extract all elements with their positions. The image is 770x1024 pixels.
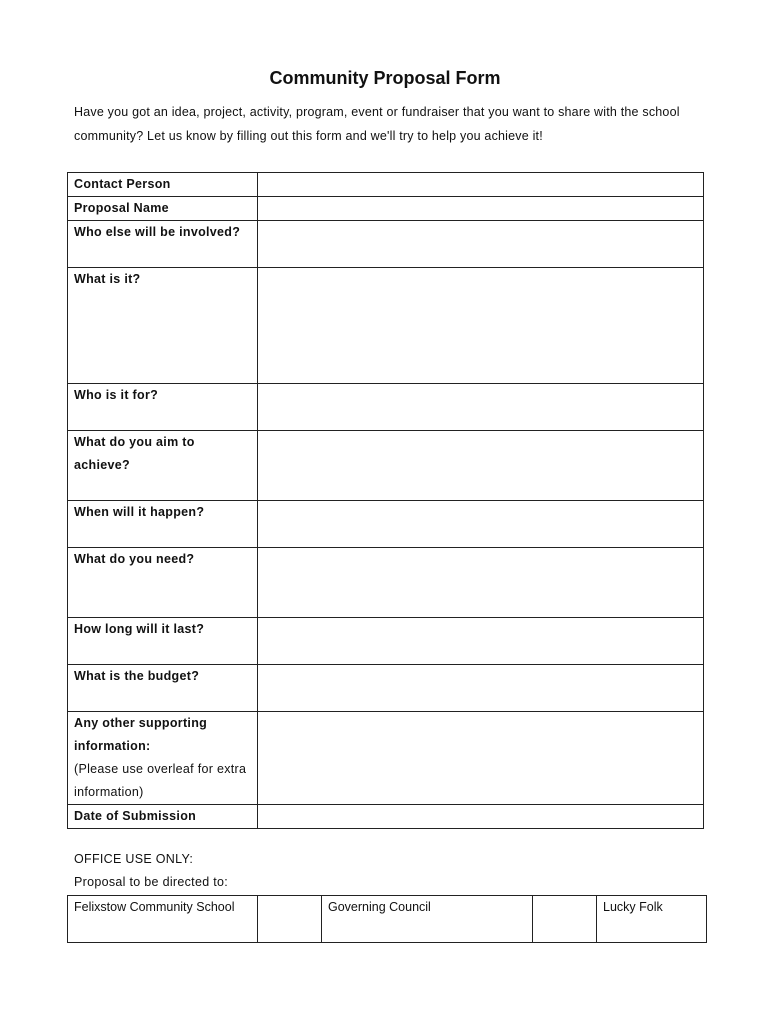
label-what-is-it: What is it? — [68, 268, 258, 384]
supporting-field[interactable] — [258, 712, 704, 805]
proposal-table — [67, 172, 704, 829]
label-proposal-name: Proposal Name — [68, 197, 258, 221]
option-lucky-folk: Lucky Folk — [597, 896, 707, 943]
proposal-name-field[interactable] — [258, 197, 704, 221]
label-who-for: Who is it for? — [68, 384, 258, 431]
date-field[interactable] — [258, 805, 704, 829]
checkbox-felixstow[interactable] — [258, 896, 322, 943]
directed-label: Proposal to be directed to: — [74, 875, 229, 889]
when-field[interactable] — [258, 501, 704, 548]
label-date: Date of Submission — [68, 805, 258, 829]
label-supporting — [68, 712, 258, 805]
option-felixstow: Felixstow Community School — [68, 896, 258, 943]
office-heading: OFFICE USE ONLY: — [74, 852, 194, 866]
contact-person-field[interactable] — [258, 173, 704, 197]
supporting-note: (Please use overleaf for extra information) — [74, 762, 247, 799]
how-long-field[interactable] — [258, 618, 704, 665]
label-how-long: How long will it last? — [68, 618, 258, 665]
office-section — [74, 848, 228, 894]
who-else-field[interactable] — [258, 221, 704, 268]
label-who-else: Who else will be involved? — [68, 221, 258, 268]
aim-field[interactable] — [258, 431, 704, 501]
label-need: What do you need? — [68, 548, 258, 618]
label-contact-person: Contact Person — [68, 173, 258, 197]
supporting-label: Any other supporting information: — [74, 716, 208, 753]
what-is-it-field[interactable] — [258, 268, 704, 384]
checkbox-governing-council[interactable] — [533, 896, 597, 943]
form-title: Community Proposal Form — [269, 68, 501, 88]
need-field[interactable] — [258, 548, 704, 618]
option-governing-council: Governing Council — [322, 896, 533, 943]
who-for-field[interactable] — [258, 384, 704, 431]
label-budget: What is the budget? — [68, 665, 258, 712]
routing-table — [67, 895, 707, 943]
label-aim: What do you aim to achieve? — [68, 431, 258, 501]
intro-text: Have you got an idea, project, activity, program, event or fundraiser that you want to share with the school community? Let us know by filling out this form and we'll try to help you achieve it! — [74, 105, 680, 143]
label-when: When will it happen? — [68, 501, 258, 548]
budget-field[interactable] — [258, 665, 704, 712]
